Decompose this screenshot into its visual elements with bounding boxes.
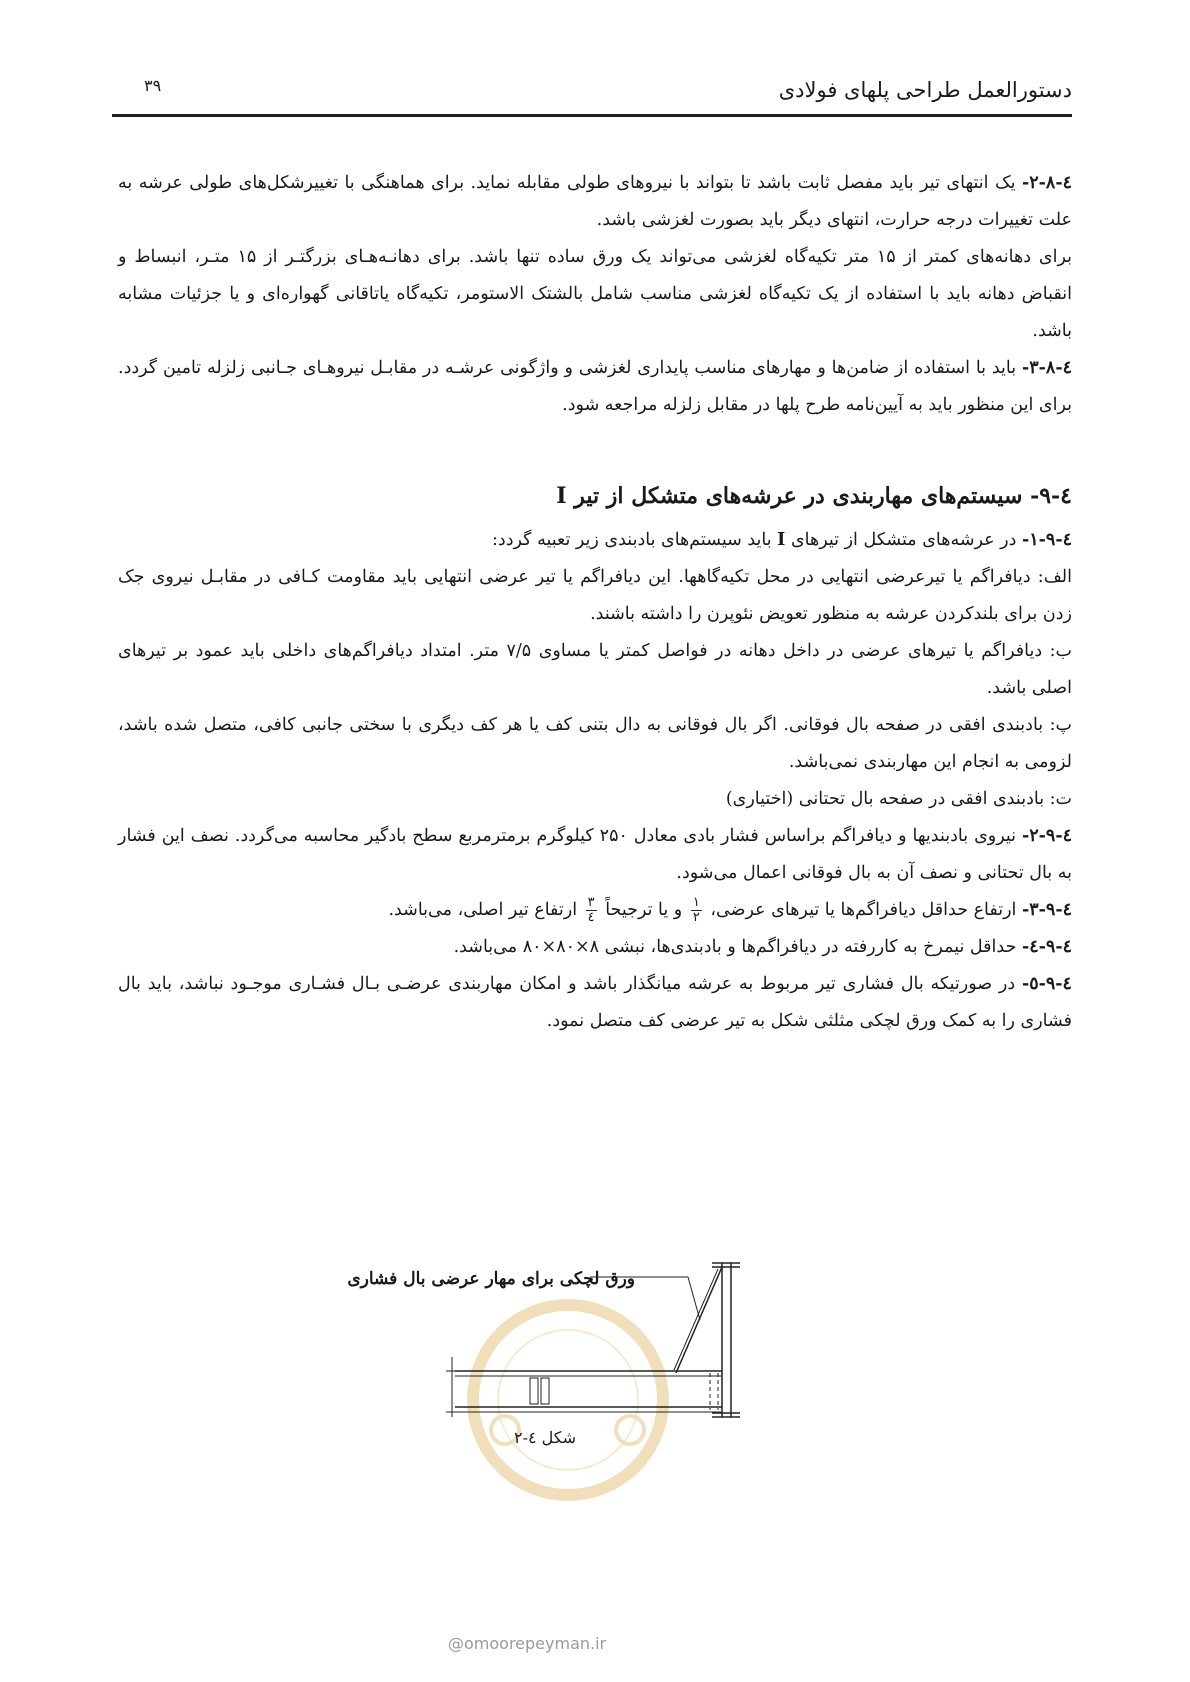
running-title: دستورالعمل طراحی پلهای فولادی — [778, 78, 1072, 102]
spacer — [118, 424, 1072, 458]
figure-caption: شکل ٤-٢ — [514, 1428, 577, 1447]
paragraph-4-8-2 — [118, 165, 1072, 239]
paragraph-line: نباشد، باید بال فشاری را به کمک ورق لچکی مثلثی شکل به تیر عرضی کف متصل نمود. — [118, 974, 1072, 1031]
paragraph-4-9-1 — [118, 522, 1072, 559]
paragraph-text: در عرشه‌های متشکل از تیرهای — [790, 530, 1017, 550]
paragraph-text: حداقل نیمرخ به کاررفته در دیافراگم‌ها و بادبندی‌ها، نبشی ۸×۸۰×۸۰ می‌باشد. — [453, 937, 1017, 957]
clause-number: ٤-٩-٥- — [1021, 974, 1072, 994]
clause-number: ٤-٩-٤- — [1021, 937, 1072, 957]
clause-number: ٤-٩-١- — [1021, 530, 1072, 550]
watermark-emblem-icon — [473, 1305, 663, 1495]
paragraph-text: ارتفاع حداقل دیافراگم‌ها یا تیرهای عرضی، — [710, 900, 1017, 920]
item-be — [118, 633, 1072, 707]
fraction-three-quarters — [586, 896, 597, 925]
paragraph-line: نیروی بادبندیها و دیافراگم براساس فشار بادی معادل ۲۵۰ کیلوگرم برمترمربع سطح بادگیر محاسبه می‌گردد. — [234, 826, 1017, 846]
paragraph-line: پ: بادبندی افقی در صفحه بال فوقانی. اگر بال فوقانی به دال بتنی کف یا هر کف دیگری با سختی جانبی کافی، متصل — [203, 715, 1072, 735]
paragraph-span-support — [118, 239, 1072, 350]
paragraph-line: زلزله تامین گردد. برای این منظور باید به آیین‌نامه طرح پلها در مقابل زلزله مراجعه شود. — [118, 358, 1072, 415]
paragraph-4-9-3 — [118, 892, 1072, 929]
paragraph-text: باید سیستم‌های بادبندی زیر تعبیه گردد: — [492, 530, 772, 550]
paragraph-line: شده باشد، لزومی به انجام این مهاربندی نمی‌باشد. — [118, 715, 1072, 772]
bold-symbol: I — [777, 530, 786, 550]
paragraph-line: بر تیرهای اصلی باشد. — [118, 641, 1072, 698]
paragraph-line: ت: بادبندی افقی در صفحه بال تحتانی (اختیاری) — [725, 789, 1072, 809]
paragraph-4-9-2 — [118, 818, 1072, 892]
clause-number: ٤-٩-٢- — [1021, 826, 1072, 846]
clause-number: ٤-٩-٣- — [1021, 900, 1072, 920]
paragraph-4-8-3 — [118, 350, 1072, 424]
paragraph-line: طولی عرشه به علت تغییرات درجه حرارت، انتهای دیگر باید بصورت لغزشی باشد. — [118, 173, 1072, 230]
item-pe — [118, 707, 1072, 781]
fraction-denominator: ٤ — [587, 910, 595, 925]
page-number: ۳۹ — [144, 76, 162, 95]
paragraph-4-9-4 — [118, 929, 1072, 966]
paragraph-line: برای دهانه‌های کمتر از ۱۵ متر تکیه‌گاه لغزشی می‌تواند یک ورق ساده تنها باشد. برای دهانـه‌هـای بزرگتـر از ۱۵ متـر، — [194, 247, 1072, 267]
paragraph-line: و یا جزئیات مشابه باشد. — [118, 284, 1072, 341]
paragraph-line: نصف این فشار به بال تحتانی و نصف آن به بال فوقانی اعمال می‌شود. — [118, 826, 1072, 883]
paragraph-text: ارتفاع تیر اصلی، می‌باشد. — [388, 900, 578, 920]
item-te — [118, 781, 1072, 818]
clause-number: ٤-٨-٣- — [1021, 358, 1072, 378]
paragraph-line: یک انتهای تیر باید مفصل ثابت باشد تا بتواند با نیروهای طولی مقابله نماید. برای هماهنگی با تغییرشکل‌های — [238, 173, 1016, 193]
page-header — [112, 68, 1072, 117]
paragraph-line: نیروی جک زدن برای بلندکردن عرشه به منظور تعویض نئوپرن را داشته باشند. — [118, 567, 1072, 624]
paragraph-line: انبساط و انقباض دهانه باید با استفاده از یک تکیه‌گاه لغزشی مناسب شامل بالشتک الاستومر، تکیه‌گاه یاتاقانی گهواره‌ای — [118, 247, 1072, 304]
clause-number: ٤-٨-٢- — [1021, 173, 1072, 193]
watermark-text: @omoorepeyman.ir — [448, 1634, 607, 1653]
fraction-numerator: ۱ — [692, 895, 700, 910]
paragraph-4-9-5 — [118, 966, 1072, 1040]
item-alef — [118, 559, 1072, 633]
fraction-half — [691, 896, 702, 925]
fraction-numerator: ۳ — [587, 895, 595, 910]
figure-gusset-plate — [290, 1245, 830, 1653]
paragraph-line: در صورتیکه بال فشاری تیر مربوط به عرشه میانگذار باشد و امکان مهاربندی عرضـی بـال فشـاری موجـود — [230, 974, 1016, 994]
page-content — [118, 165, 1072, 1040]
paragraph-line: باید با استفاده از ضامن‌ها و مهارهای مناسب پایداری لغزشی و واژگونی عرشـه در مقابـل نیروهـای جـانبی — [250, 358, 1017, 378]
section-title: ٤-٩- سیستم‌های مهاربندی در عرشه‌های متشکل از تیر I — [556, 483, 1072, 509]
paragraph-text: و یا ترجیحاً — [605, 900, 683, 920]
fraction-denominator: ۲ — [692, 910, 700, 925]
paragraph-line: الف: دیافراگم یا تیرعرضی انتهایی در محل تکیه‌گاهها. این دیافراگم یا تیر عرضی انتهایی باید مقاومت کـافی در مقابـل — [200, 567, 1072, 587]
figure-label: ورق لچکی برای مهار عرضی بال فشاری — [347, 1269, 635, 1289]
paragraph-line: ب: دیافراگم یا تیرهای عرضی در داخل دهانه در فواصل کمتر یا مساوی ۷/۵ متر. امتداد دیافراگم‌های داخلی باید عمود — [195, 641, 1073, 661]
